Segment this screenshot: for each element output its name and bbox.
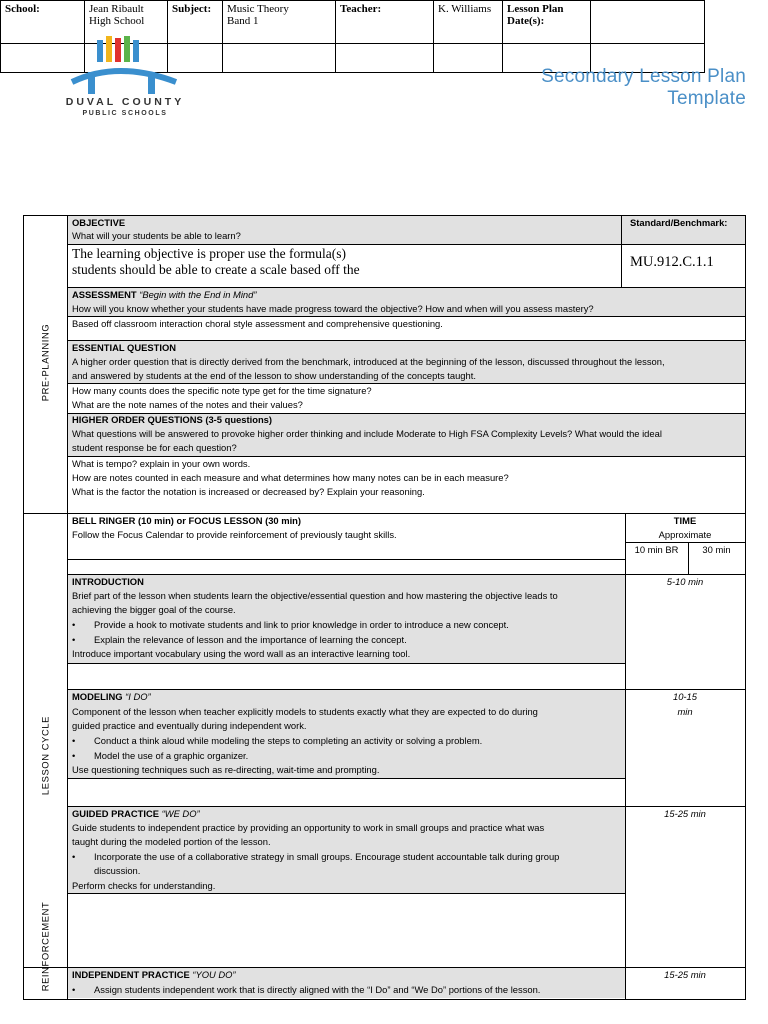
higher-order-answer-1[interactable]: What is tempo? explain in your own words. bbox=[72, 458, 251, 469]
independent-bullet-1: • Assign students independent work that is directly aligned with the “I Do” and “We Do” portions of the lesson. bbox=[72, 984, 541, 995]
guided-bullet-1-cont: discussion. bbox=[94, 865, 141, 876]
higher-order-heading: HIGHER ORDER QUESTIONS (3-5 questions) bbox=[72, 414, 273, 425]
higher-order-answer-3[interactable]: What is the factor the notation is increased or decreased by? Explain your reasoning. bbox=[72, 486, 425, 497]
bell-ringer-heading: BELL RINGER (10 min) or FOCUS LESSON (30 min) bbox=[72, 515, 302, 526]
introduction-line-2: achieving the bigger goal of the course. bbox=[72, 604, 236, 615]
guided-heading: GUIDED PRACTICE bbox=[72, 808, 159, 819]
blank-cell[interactable] bbox=[223, 44, 336, 73]
subject-label: Subject: bbox=[168, 1, 223, 44]
side-label-lesson-cycle: LESSON CYCLE bbox=[39, 715, 51, 796]
modeling-heading: MODELING bbox=[72, 691, 123, 702]
guided-line-2: taught during the modeled portion of the lesson. bbox=[72, 836, 271, 847]
guided-heading-line bbox=[72, 807, 200, 821]
guided-line-1: Guide students to independent practice by providing an opportunity to work in small groups and practice what was bbox=[72, 822, 545, 833]
bell-ringer-prompt: Follow the Focus Calendar to provide reinforcement of previously taught skills. bbox=[72, 529, 397, 540]
essential-answer-1[interactable]: How many counts does the specific note type get for the time signature? bbox=[72, 385, 372, 396]
independent-time: 15-25 min bbox=[664, 969, 706, 980]
school-value: Jean Ribault High School bbox=[85, 1, 168, 44]
modeling-line-2: guided practice and eventually during independent work. bbox=[72, 720, 307, 731]
introduction-line-3: Introduce important vocabulary using the word wall as an interactive learning tool. bbox=[72, 648, 411, 659]
side-label-reinforcement: REINFORCEMENT bbox=[39, 901, 51, 992]
essential-heading: ESSENTIAL QUESTION bbox=[72, 342, 177, 353]
modeling-note: “I DO” bbox=[125, 691, 151, 702]
school-label: School: bbox=[1, 1, 85, 44]
introduction-time: 5-10 min bbox=[666, 576, 704, 587]
objective-heading: OBJECTIVE bbox=[72, 217, 126, 228]
time-heading: TIME bbox=[673, 515, 697, 526]
modeling-heading-line bbox=[72, 690, 151, 704]
assessment-answer[interactable]: Based off classroom interaction choral style assessment and comprehensive questioning. bbox=[72, 318, 443, 329]
higher-order-prompt-1: What questions will be answered to provoke higher order thinking and include Moderate to High FSA Complexity Levels? What would the ideal bbox=[72, 428, 662, 439]
essential-prompt-1: A higher order question that is directly derived from the benchmark, introduced at the beginning of the lesson, discussed throughout the lesson, bbox=[72, 356, 665, 367]
guided-time: 15-25 min bbox=[664, 808, 706, 819]
modeling-bullet-2: • Model the use of a graphic organizer. bbox=[72, 750, 249, 761]
teacher-label: Teacher: bbox=[336, 1, 434, 44]
logo-line-2: PUBLIC SCHOOLS bbox=[82, 110, 168, 117]
modeling-line-1: Component of the lesson when teacher explicitly models to students exactly what they are expected to do during bbox=[72, 706, 538, 717]
guided-line-3: Perform checks for understanding. bbox=[72, 880, 216, 891]
introduction-heading: INTRODUCTION bbox=[72, 576, 144, 587]
assessment-note: “Begin with the End in Mind” bbox=[139, 289, 257, 300]
modeling-line-3: Use questioning techniques such as re-directing, wait-time and prompting. bbox=[72, 764, 380, 775]
assessment-prompt: How will you know whether your students have made progress toward the objective? How and when will you assess mastery? bbox=[72, 303, 594, 314]
independent-note: “YOU DO” bbox=[192, 969, 236, 980]
teacher-value: K. Williams bbox=[434, 1, 503, 44]
introduction-line-1: Brief part of the lesson when students learn the objective/essential question and how mastering the objective leads to bbox=[72, 590, 558, 601]
guided-note: “WE DO” bbox=[161, 808, 200, 819]
time-bell-ringer: 10 min BR bbox=[634, 544, 679, 555]
logo-line-1: DUVAL COUNTY bbox=[65, 96, 185, 108]
introduction-bullet-1: • Provide a hook to motivate students and link to prior knowledge in order to introduce a new concept. bbox=[72, 619, 509, 630]
introduction-bullet-2: • Explain the relevance of lesson and the importance of learning the concept. bbox=[72, 634, 407, 645]
objective-answer-2[interactable]: students should be able to create a scale based off the bbox=[72, 262, 360, 277]
lesson-dates-label: Lesson Plan Date(s): bbox=[503, 1, 591, 44]
independent-heading-line bbox=[72, 968, 236, 982]
modeling-bullet-1: • Conduct a think aloud while modeling the steps to completing an activity or solving a problem. bbox=[72, 735, 483, 746]
side-label-pre-planning: PRE-PLANNING bbox=[39, 323, 51, 402]
essential-answer-2[interactable]: What are the note names of the notes and their values? bbox=[72, 399, 303, 410]
essential-prompt-2: and answered by students at the end of the lesson to show understanding of the concepts taught. bbox=[72, 370, 476, 381]
guided-bullet-1: • Incorporate the use of a collaborative strategy in small groups. Encourage student accountable talk during group bbox=[72, 851, 560, 862]
subject-value: Music Theory Band 1 bbox=[223, 1, 336, 44]
standard-value[interactable]: MU.912.C.1.1 bbox=[630, 254, 714, 270]
lesson-dates-value[interactable] bbox=[591, 1, 705, 44]
document-title: Secondary Lesson Plan Template bbox=[541, 66, 746, 109]
assessment-heading: ASSESSMENT bbox=[72, 289, 137, 300]
objective-answer-1[interactable]: The learning objective is proper use the formula(s) bbox=[72, 246, 347, 261]
duval-county-logo bbox=[66, 34, 184, 124]
bridge-logo-icon bbox=[66, 34, 184, 96]
higher-order-prompt-2: student response be for each question? bbox=[72, 442, 237, 453]
modeling-time-1: 10-15 bbox=[673, 691, 697, 702]
higher-order-answer-2[interactable]: How are notes counted in each measure and what determines how many notes can be in each measure? bbox=[72, 472, 509, 483]
modeling-time-2: min bbox=[677, 706, 693, 717]
time-subheading: Approximate bbox=[658, 529, 712, 540]
independent-heading: INDEPENDENT PRACTICE bbox=[72, 969, 190, 980]
objective-prompt: What will your students be able to learn? bbox=[72, 230, 241, 241]
assessment-heading-line bbox=[72, 288, 256, 302]
time-focus-lesson: 30 min bbox=[702, 544, 731, 555]
blank-cell[interactable] bbox=[336, 44, 434, 73]
standard-label: Standard/Benchmark: bbox=[630, 217, 728, 228]
